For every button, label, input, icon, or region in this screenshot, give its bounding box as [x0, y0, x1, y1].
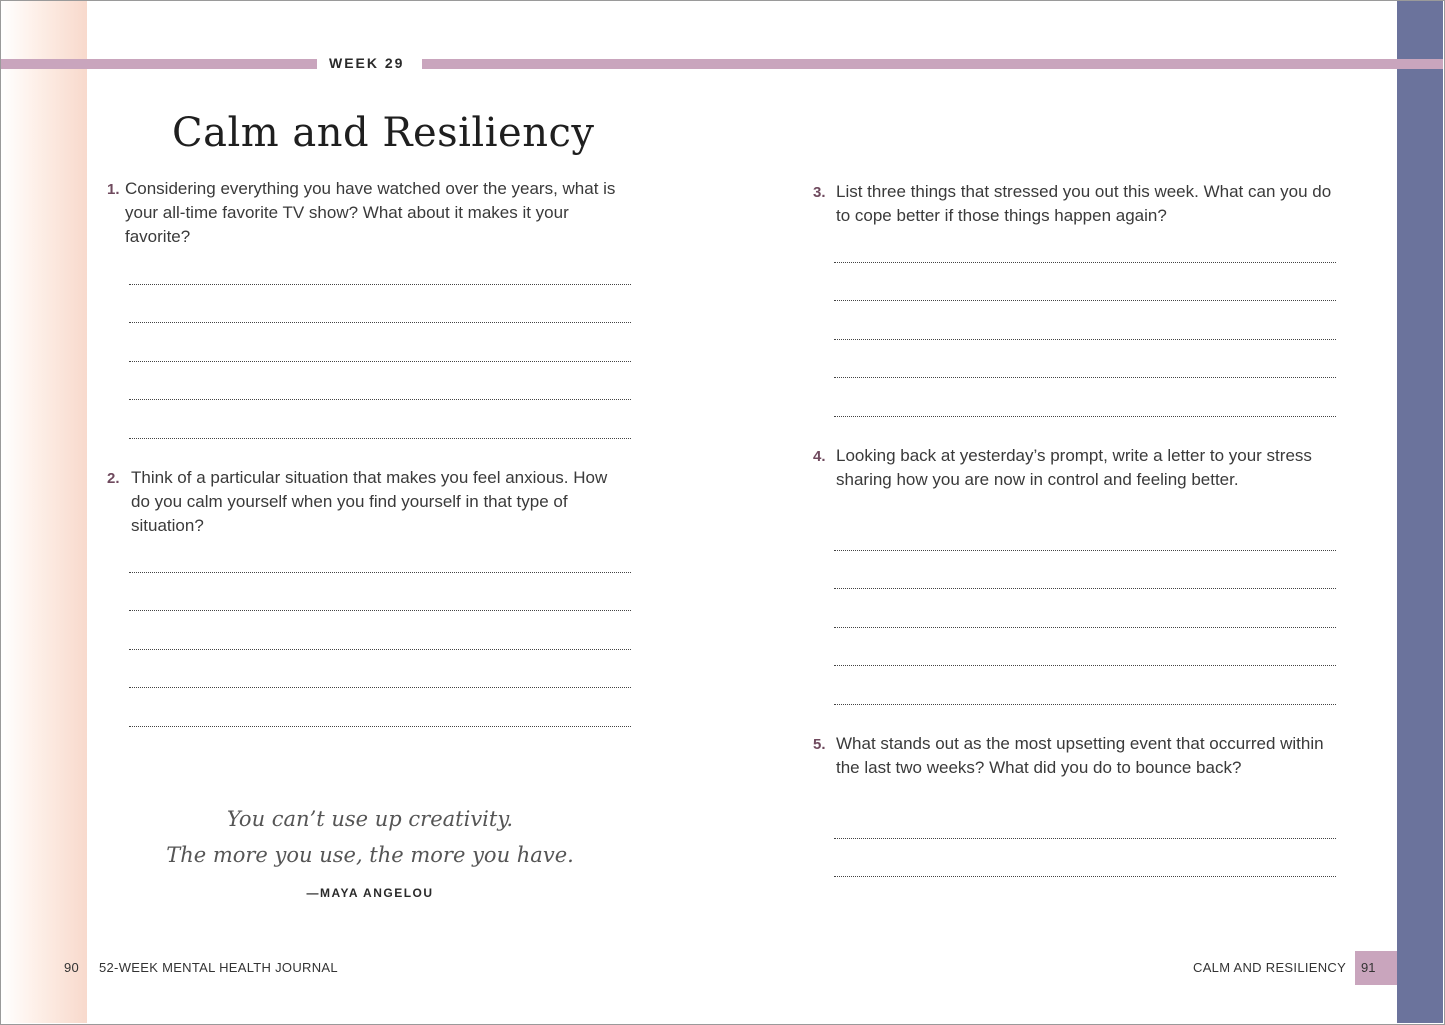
answer-lines-5[interactable]: [834, 800, 1336, 877]
answer-line[interactable]: [834, 263, 1336, 302]
question-5: [813, 732, 1333, 780]
header-band-left: [1, 59, 317, 69]
question-3: [813, 180, 1333, 228]
answer-line[interactable]: [129, 362, 631, 401]
right-page-number: 91: [1361, 960, 1376, 975]
question-number: 2.: [107, 470, 120, 487]
header-band-right: [422, 59, 1443, 69]
page-title: Calm and Resiliency: [172, 110, 595, 156]
right-edge-strip: [1397, 1, 1443, 1023]
answer-line[interactable]: [129, 400, 631, 439]
answer-line[interactable]: [834, 589, 1336, 628]
answer-line[interactable]: [834, 839, 1336, 878]
right-page-number-box: [1355, 951, 1397, 985]
answer-line[interactable]: [834, 512, 1336, 551]
week-label: WEEK 29: [329, 55, 405, 71]
question-number: 5.: [813, 736, 826, 753]
answer-line[interactable]: [834, 800, 1336, 839]
answer-line[interactable]: [834, 301, 1336, 340]
answer-lines-2[interactable]: [129, 534, 631, 727]
answer-line[interactable]: [834, 378, 1336, 417]
answer-line[interactable]: [129, 534, 631, 573]
answer-line[interactable]: [129, 688, 631, 727]
answer-line[interactable]: [834, 551, 1336, 590]
answer-line[interactable]: [129, 246, 631, 285]
answer-lines-3[interactable]: [834, 224, 1336, 417]
left-running-head: 52-WEEK MENTAL HEALTH JOURNAL: [99, 960, 338, 975]
answer-lines-1[interactable]: [129, 246, 631, 439]
question-text: List three things that stressed you out this week. What can you do to cope better if those things happen again?: [836, 182, 1332, 225]
left-gutter-shade: [1, 1, 87, 1023]
answer-line[interactable]: [834, 666, 1336, 705]
answer-line[interactable]: [129, 573, 631, 612]
question-text: Think of a particular situation that makes you feel anxious. How do you calm yourself when you find yourself in that type of situation?: [131, 468, 608, 535]
answer-line[interactable]: [129, 611, 631, 650]
quote-line-1: You can’t use up creativity.: [226, 807, 514, 831]
question-2: [107, 466, 627, 538]
answer-line[interactable]: [834, 224, 1336, 263]
answer-line[interactable]: [834, 628, 1336, 667]
question-text: Looking back at yesterday’s prompt, write a letter to your stress sharing how you are now in control and feeling better.: [836, 446, 1312, 489]
question-4: [813, 444, 1333, 492]
right-running-head: CALM AND RESILIENCY: [1193, 960, 1347, 975]
question-number: 1.: [107, 181, 120, 198]
question-text: What stands out as the most upsetting event that occurred within the last two weeks? What did you do to bounce back?: [836, 734, 1324, 777]
quote-line-2: The more you use, the more you have.: [166, 843, 574, 867]
question-1: [107, 177, 627, 249]
question-text: Considering everything you have watched over the years, what is your all-time favorite TV show? What about it makes it your favorite?: [125, 179, 616, 246]
answer-line[interactable]: [129, 650, 631, 689]
question-number: 4.: [813, 448, 826, 465]
question-number: 3.: [813, 184, 826, 201]
answer-lines-4[interactable]: [834, 512, 1336, 705]
quote-author: —MAYA ANGELOU: [306, 886, 434, 900]
left-page-number: 90: [64, 960, 80, 975]
answer-line[interactable]: [834, 340, 1336, 379]
answer-line[interactable]: [129, 285, 631, 324]
answer-line[interactable]: [129, 323, 631, 362]
